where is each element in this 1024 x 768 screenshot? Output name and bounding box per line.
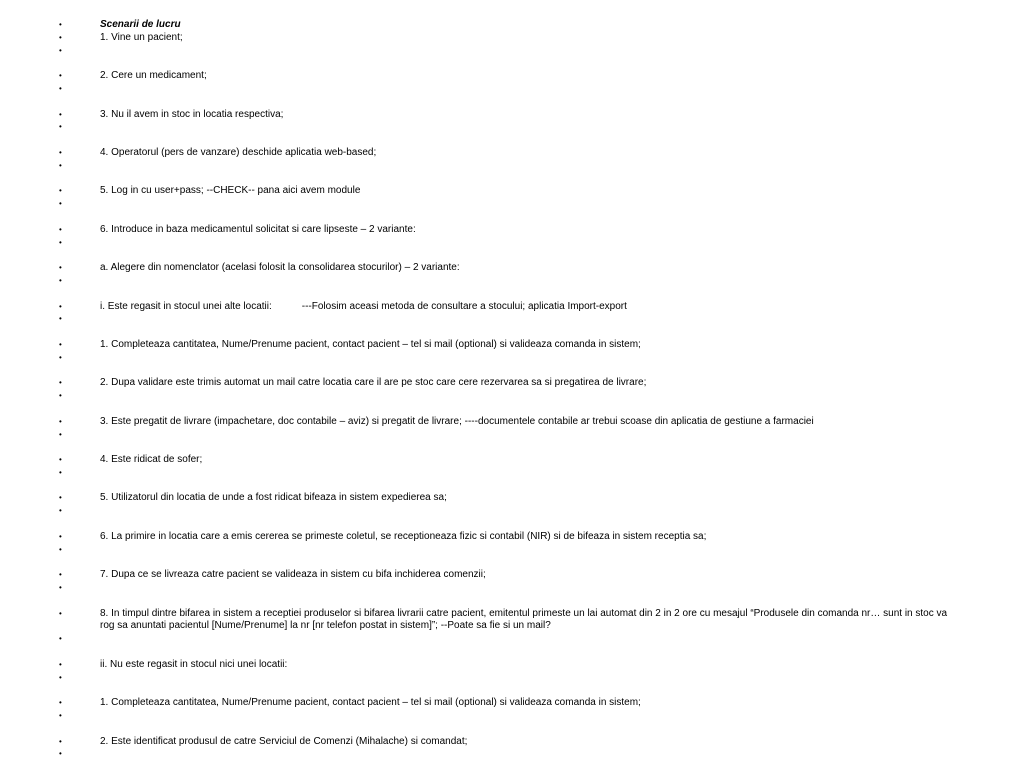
- list-item-empty: [0, 198, 1024, 211]
- bullet: •: [59, 224, 62, 234]
- list-item: [0, 608, 1024, 634]
- list-item: [0, 697, 1024, 710]
- list-item-text: a. Alegere din nomenclator (acelasi folosit la consolidarea stocurilor) – 2 variante:: [100, 262, 460, 274]
- list-item: [0, 569, 1024, 582]
- list-spacer: [0, 595, 1024, 608]
- list-spacer: [0, 518, 1024, 531]
- list-item-empty: [0, 467, 1024, 480]
- list-item: [0, 531, 1024, 544]
- bullet: •: [59, 186, 62, 196]
- bullet: •: [59, 659, 62, 669]
- list-item-empty: [0, 390, 1024, 403]
- list-spacer: [0, 96, 1024, 109]
- list-spacer: [0, 173, 1024, 186]
- list-item-text: 4. Este ridicat de sofer;: [100, 454, 203, 466]
- bullet: •: [59, 109, 62, 119]
- list-item: [0, 262, 1024, 275]
- list-spacer: [0, 723, 1024, 736]
- bullet: •: [59, 570, 62, 580]
- list-item: [0, 147, 1024, 160]
- bullet: •: [59, 429, 62, 439]
- bullet: •: [59, 378, 62, 388]
- list-item-text: 6. Introduce in baza medicamentul solicitat si care lipseste – 2 variante:: [100, 223, 416, 235]
- bullet: •: [59, 160, 62, 170]
- bullet: •: [59, 71, 62, 81]
- list-item-text: 2. Dupa validare este trimis automat un mail catre locatia care il are pe stoc care cere rezervarea sa si pregatirea de livrare;: [100, 377, 647, 389]
- list-item-text: 4. Operatorul (pers de vanzare) deschide aplicatia web-based;: [100, 146, 377, 158]
- list-item-empty: [0, 121, 1024, 134]
- list-item: [0, 377, 1024, 390]
- list-item-text: 5. Log in cu user+pass; --CHECK-- pana aici avem module: [100, 185, 361, 197]
- list-item-text: 1. Completeaza cantitatea, Nume/Prenume pacient, contact pacient – tel si mail (optional) si valideaza comanda in sistem;: [100, 338, 641, 350]
- list-item: [0, 416, 1024, 429]
- list-item-text: 2. Este identificat produsul de catre Serviciul de Comenzi (Mihalache) si comandat;: [100, 735, 468, 747]
- bullet: •: [59, 544, 62, 554]
- bullet: •: [59, 493, 62, 503]
- bullet: •: [59, 263, 62, 273]
- list-item-empty: [0, 505, 1024, 518]
- list-item-text: 7. Dupa ce se livreaza catre pacient se valideaza in sistem cu bifa inchiderea comenzii;: [100, 569, 486, 581]
- list-spacer: [0, 134, 1024, 147]
- list-item-text: ii. Nu este regasit in stocul nici unei locatii:: [100, 658, 288, 670]
- list-spacer: [0, 480, 1024, 493]
- list-item-text: 1. Vine un pacient;: [100, 31, 183, 43]
- list-item: [0, 454, 1024, 467]
- bullet: •: [59, 608, 62, 618]
- list-item: [0, 659, 1024, 672]
- list-item-text: [100, 301, 960, 314]
- bullet: •: [59, 32, 62, 42]
- list-item-note: ---Folosim aceasi metoda de consultare a stocului; aplicatia Import-export: [301, 300, 627, 312]
- bullet: •: [59, 467, 62, 477]
- list-item-empty: [0, 313, 1024, 326]
- list-item-empty: [0, 633, 1024, 646]
- list-item: [0, 492, 1024, 505]
- bullet: •: [59, 314, 62, 324]
- list-item-empty: [0, 582, 1024, 595]
- list-item-text: 2. Cere un medicament;: [100, 70, 207, 82]
- list-item-empty: [0, 160, 1024, 173]
- list-item: [0, 185, 1024, 198]
- list-item-empty: [0, 544, 1024, 557]
- list-spacer: [0, 326, 1024, 339]
- list-item: [0, 70, 1024, 83]
- list-spacer: [0, 249, 1024, 262]
- bullet: •: [59, 672, 62, 682]
- list-spacer: [0, 365, 1024, 378]
- list-item-empty: [0, 275, 1024, 288]
- bullet: •: [59, 45, 62, 55]
- list-item-title: [0, 19, 1024, 32]
- list-spacer: [0, 684, 1024, 697]
- bullet: •: [59, 749, 62, 759]
- list-item-empty: [0, 429, 1024, 442]
- list-item-text: 8. In timpul dintre bifarea in sistem a receptiei produselor si bifarea livrarii catre pacient, emitentul primeste un lai automat din 2 in 2 ore cu mesajul “Produsele din comanda nr… sunt in stoc va rog sa anuntati pacientul [Nume/Prenume] la nr [nr telefon postat in sistem]”; --Poate sa fie si un mail?: [100, 607, 948, 632]
- list-item: [0, 224, 1024, 237]
- bullet-list: [0, 32, 1024, 761]
- bullet: •: [59, 122, 62, 132]
- bullet: •: [59, 711, 62, 721]
- list-spacer: [0, 288, 1024, 301]
- bullet: •: [59, 736, 62, 746]
- list-item: [0, 339, 1024, 352]
- list-item: [0, 109, 1024, 122]
- list-item: [0, 32, 1024, 45]
- list-spacer: [0, 556, 1024, 569]
- bullet: •: [59, 506, 62, 516]
- bullet: •: [59, 339, 62, 349]
- document-body: [0, 19, 1024, 761]
- bullet: •: [59, 698, 62, 708]
- list-item-empty: [0, 352, 1024, 365]
- list-item-text: 6. La primire in locatia care a emis cererea se primeste coletul, se receptioneaza fizic si contabil (NIR) si de bifeaza in sistem receptia sa;: [100, 530, 707, 542]
- document-title: Scenarii de lucru: [100, 19, 181, 30]
- list-item-empty: [0, 237, 1024, 250]
- bullet: •: [59, 531, 62, 541]
- list-spacer: [0, 441, 1024, 454]
- bullet: •: [59, 20, 62, 29]
- list-item: [0, 301, 1024, 314]
- list-item-empty: [0, 45, 1024, 58]
- list-spacer: [0, 211, 1024, 224]
- bullet: •: [59, 416, 62, 426]
- list-item-text: 1. Completeaza cantitatea, Nume/Prenume pacient, contact pacient – tel si mail (optional) si valideaza comanda in sistem;: [100, 697, 641, 709]
- bullet: •: [59, 455, 62, 465]
- bullet: •: [59, 352, 62, 362]
- list-item: [0, 736, 1024, 749]
- list-spacer: [0, 403, 1024, 416]
- list-spacer: [0, 646, 1024, 659]
- bullet: •: [59, 199, 62, 209]
- list-item-text: 3. Este pregatit de livrare (impachetare, doc contabile – aviz) si pregatit de livrare; ----documentele contabile ar trebui scoase din aplicatia de gestiune a farmaciei: [100, 415, 814, 427]
- list-item-empty: [0, 83, 1024, 96]
- list-item-empty: [0, 672, 1024, 685]
- bullet: •: [59, 583, 62, 593]
- bullet: •: [59, 391, 62, 401]
- list-item-empty: [0, 710, 1024, 723]
- bullet: •: [59, 83, 62, 93]
- list-spacer: [0, 57, 1024, 70]
- list-item-text: 3. Nu il avem in stoc in locatia respectiva;: [100, 108, 284, 120]
- list-item-text: 5. Utilizatorul din locatia de unde a fost ridicat bifeaza in sistem expedierea sa;: [100, 492, 447, 504]
- bullet: •: [59, 147, 62, 157]
- bullet: •: [59, 301, 62, 311]
- bullet: •: [59, 634, 62, 644]
- list-item-empty: [0, 748, 1024, 761]
- list-item-text-part: i. Este regasit in stocul unei alte locatii:: [100, 300, 272, 312]
- bullet: •: [59, 275, 62, 285]
- bullet: •: [59, 237, 62, 247]
